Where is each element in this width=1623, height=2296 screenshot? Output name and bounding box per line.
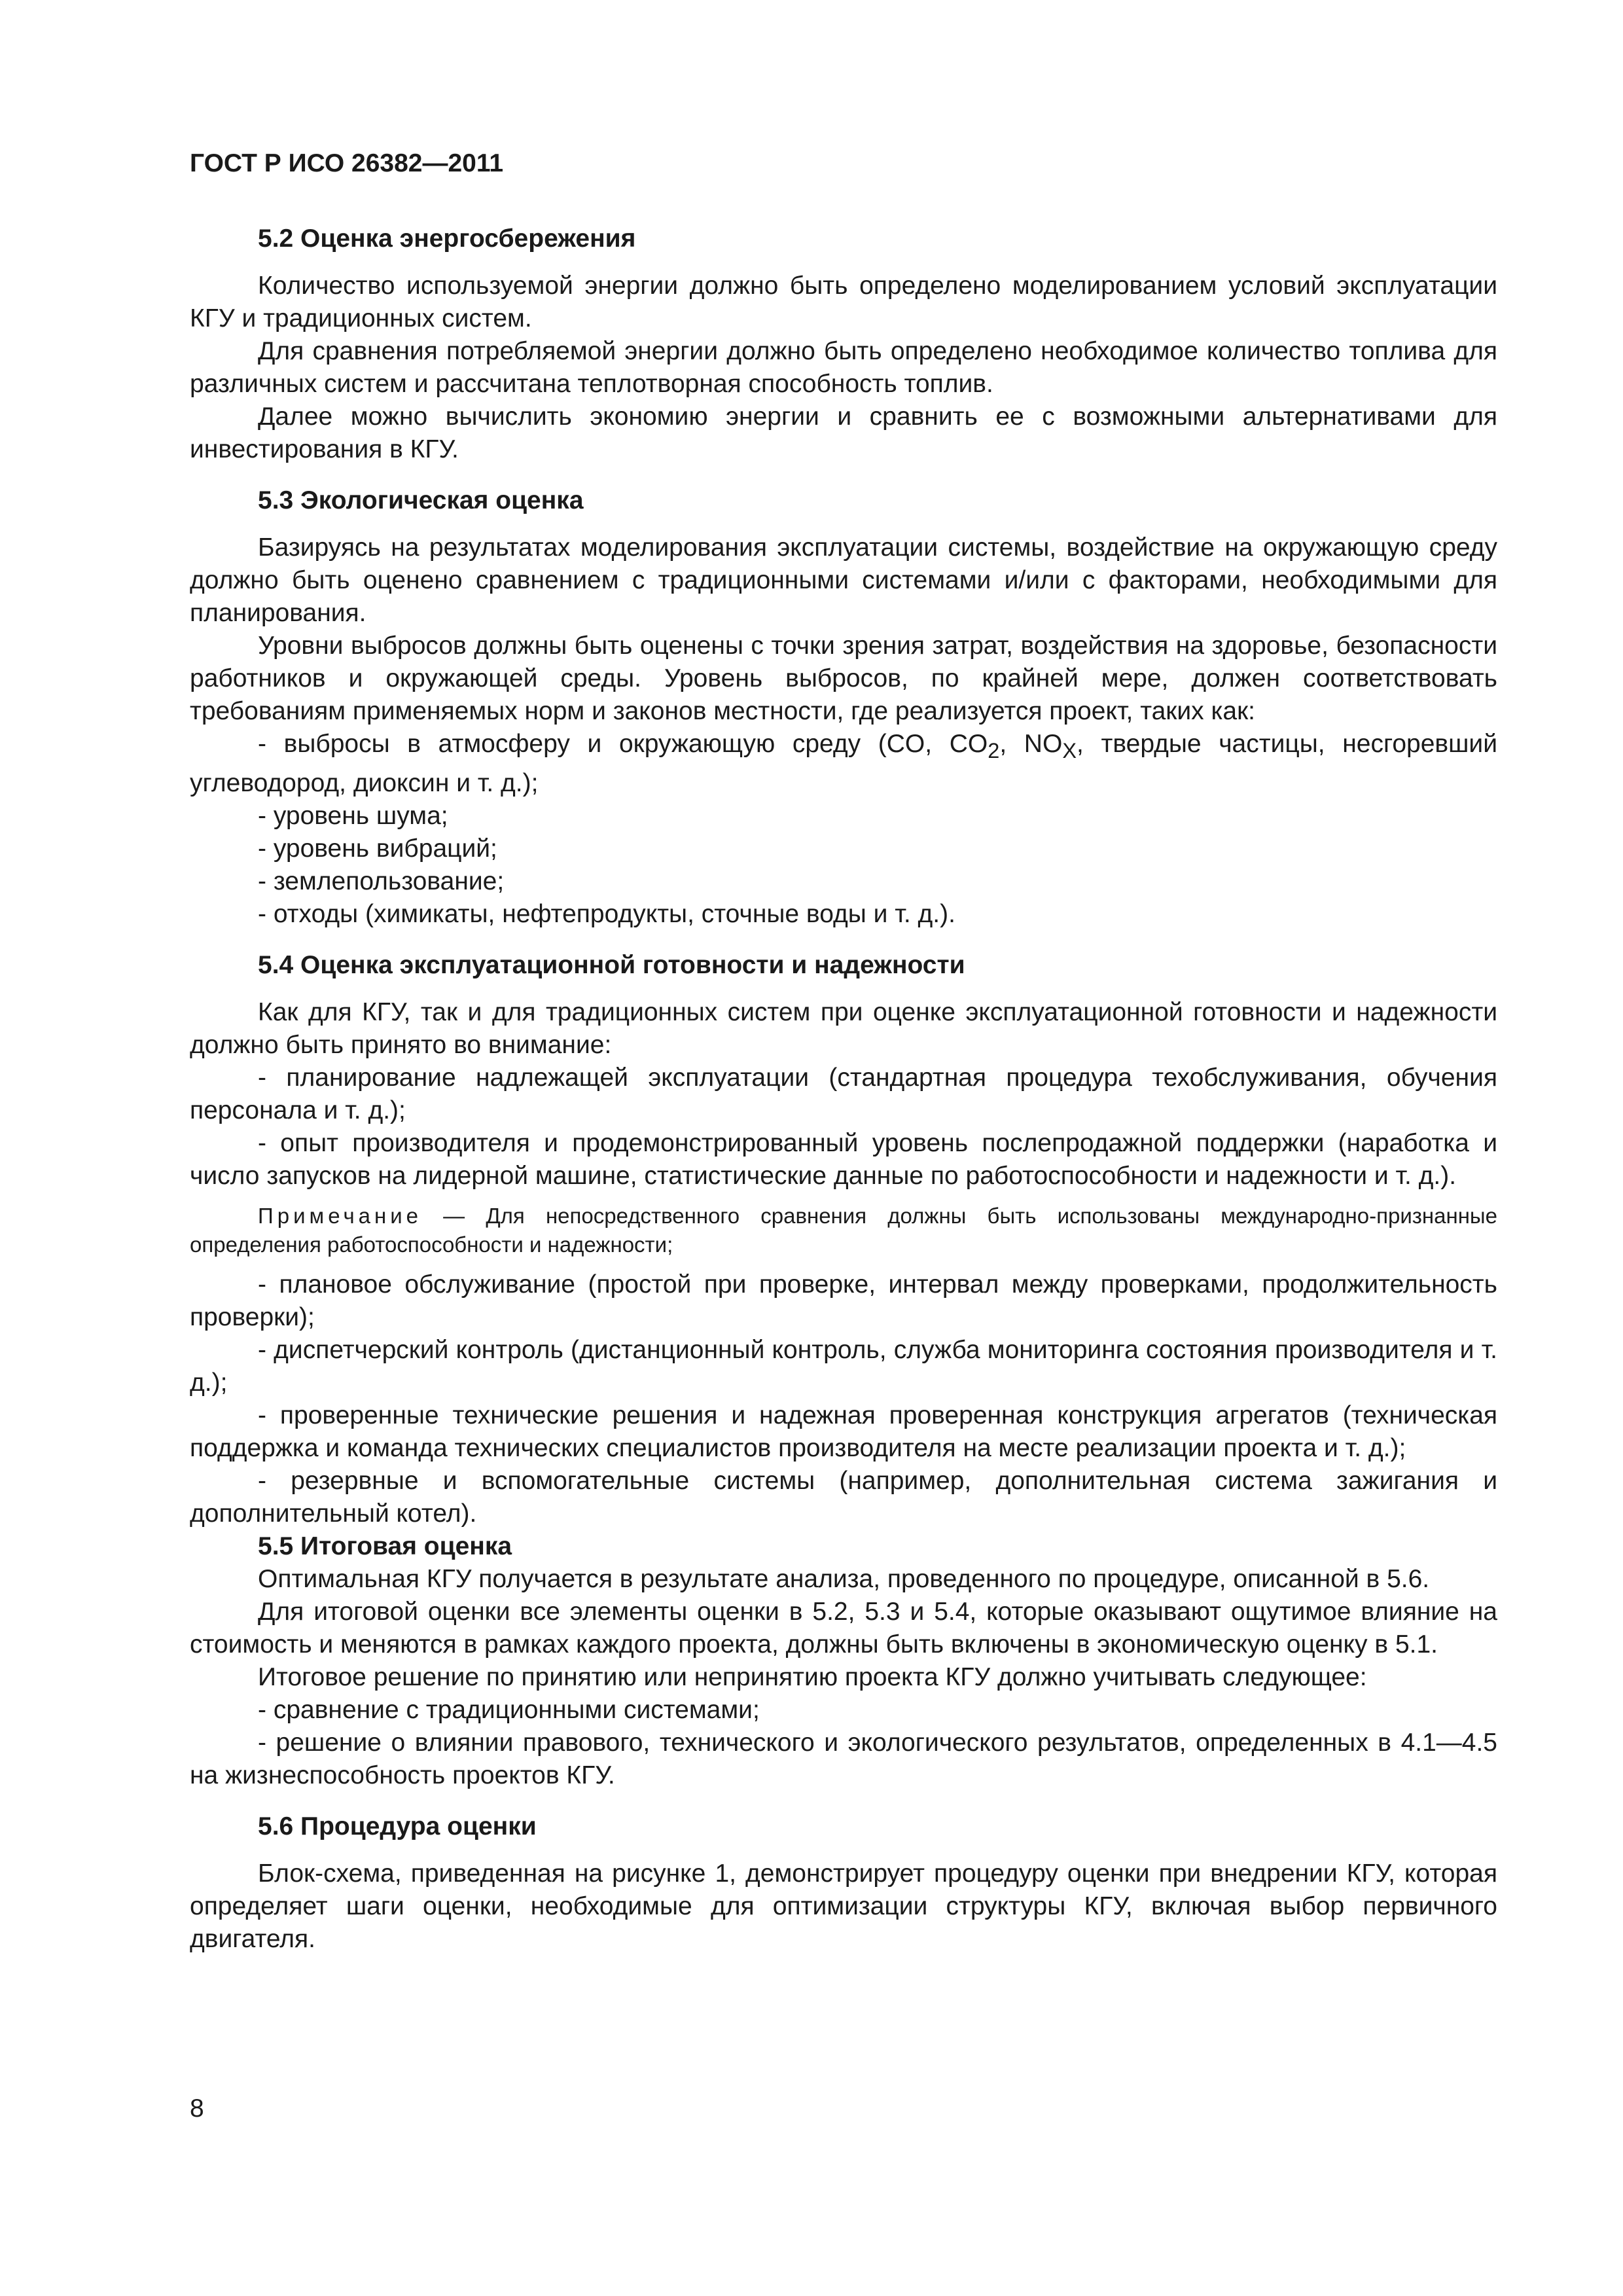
- section-5-2-paragraph-3: Далее можно вычислить экономию энергии и сравнить ее с возможными альтернативами для инвестирования в КГУ.: [190, 403, 1497, 463]
- section-5-5-list-item-1: - сравнение с традиционными системами;: [258, 1695, 760, 1724]
- section-5-6-title: 5.6 Процедура оценки: [258, 1812, 537, 1840]
- section-5-5-paragraph-3: Итоговое решение по принятию или непринятию проекта КГУ должно учитывать следующее:: [258, 1662, 1367, 1691]
- section-5-6-paragraph-1: Блок-схема, приведенная на рисунке 1, демонстрирует процедуру оценки при внедрении КГУ, которая определяет шаги оценки, необходимые для оптимизации структуры КГУ, включая выбор первичного двигателя.: [190, 1859, 1497, 1953]
- section-5-4-title: 5.4 Оценка эксплуатационной готовности и надежности: [258, 950, 965, 979]
- section-5-3-title: 5.3 Экологическая оценка: [258, 486, 584, 514]
- section-5-4-list-item-6: - резервные и вспомогательные системы (например, дополнительная система зажигания и дополнительный котел).: [190, 1466, 1497, 1528]
- standard-code-header: ГОСТ Р ИСО 26382—2011: [190, 149, 504, 177]
- section-5-4-note: [190, 1202, 1497, 1259]
- section-5-4-list-item-2: - опыт производителя и продемонстрированный уровень послепродажной поддержки (наработка и число запусков на лидерной машине, статистические данные по работоспособности и надежности и т. д.).: [190, 1128, 1497, 1190]
- document-page: [190, 0, 1497, 2296]
- section-5-3-list-item-emissions: [190, 728, 1497, 800]
- section-5-3-list-item-noise: - уровень шума;: [258, 801, 448, 830]
- section-5-3-list-item-vibration: - уровень вибраций;: [258, 834, 497, 863]
- page-number: 8: [190, 2094, 204, 2123]
- section-5-3-paragraph-1: Базируясь на результатах моделирования эксплуатации системы, воздействие на окружающую среду должно быть оценено сравнением с традиционными системами и/или с факторами, необходимыми для планирования.: [190, 533, 1497, 627]
- section-5-4-list-item-5: - проверенные технические решения и надежная проверенная конструкция агрегатов (техническая поддержка и команда технических специалистов производителя на месте реализации проекта и т. д.);: [190, 1401, 1497, 1462]
- section-5-5-paragraph-2: Для итоговой оценки все элементы оценки в 5.2, 5.3 и 5.4, которые оказывают ощутимое влияние на стоимость и меняются в рамках каждого проекта, должны быть включены в экономическую оценку в 5.1.: [190, 1597, 1497, 1659]
- section-5-5-list-item-2: - решение о влиянии правового, технического и экологического результатов, определенных в 4.1—4.5 на жизнеспособность проектов КГУ.: [190, 1728, 1497, 1789]
- emissions-text-a: - выбросы в атмосферу и окружающую среду (CO, CO: [258, 730, 988, 758]
- section-5-4-paragraph-1: Как для КГУ, так и для традиционных систем при оценке эксплуатационной готовности и надежности должно быть принято во внимание:: [190, 997, 1497, 1059]
- section-5-5-title: 5.5 Итоговая оценка: [258, 1532, 512, 1560]
- section-5-3-list-item-land-use: - землепользование;: [258, 867, 505, 895]
- section-5-3-list-item-waste: - отходы (химикаты, нефтепродукты, сточные воды и т. д.).: [258, 899, 955, 928]
- note-text: — Для непосредственного сравнения должны быть использованы международно-признанные определения работоспособности и надежности;: [190, 1203, 1497, 1257]
- section-5-2-paragraph-2: Для сравнения потребляемой энергии должно быть определено необходимое количество топлива для различных систем и рассчитана теплотворная способность топлив.: [190, 337, 1497, 398]
- document-body: [190, 223, 1497, 1956]
- emissions-text-c: , твердые частицы, несгоревший углеводород, диоксин и т. д.);: [190, 730, 1497, 797]
- note-label: Примечание: [258, 1203, 423, 1228]
- section-5-2-title: 5.2 Оценка энергосбережения: [258, 224, 636, 253]
- section-5-4-list-item-1: - планирование надлежащей эксплуатации (стандартная процедура техобслуживания, обучения персонала и т. д.);: [190, 1063, 1497, 1124]
- section-5-3-paragraph-2: Уровни выбросов должны быть оценены с точки зрения затрат, воздействия на здоровье, безопасности работников и окружающей среды. Уровень выбросов, по крайней мере, должен соответствовать требованиям применяемых норм и законов местности, где реализуется проект, таких как:: [190, 632, 1497, 725]
- emissions-text-b: , NO: [999, 730, 1063, 758]
- nox-subscript: X: [1062, 738, 1077, 762]
- section-5-4-list-item-3: - плановое обслуживание (простой при проверке, интервал между проверками, продолжительность проверки);: [190, 1270, 1497, 1331]
- section-5-2-paragraph-1: Количество используемой энергии должно быть определено моделированием условий эксплуатации КГУ и традиционных систем.: [190, 272, 1497, 332]
- section-5-5-paragraph-1: Оптимальная КГУ получается в результате анализа, проведенного по процедуре, описанной в 5.6.: [258, 1564, 1430, 1593]
- section-5-4-list-item-4: - диспетчерский контроль (дистанционный контроль, служба мониторинга состояния производителя и т. д.);: [190, 1335, 1497, 1397]
- co2-subscript: 2: [988, 738, 1000, 762]
